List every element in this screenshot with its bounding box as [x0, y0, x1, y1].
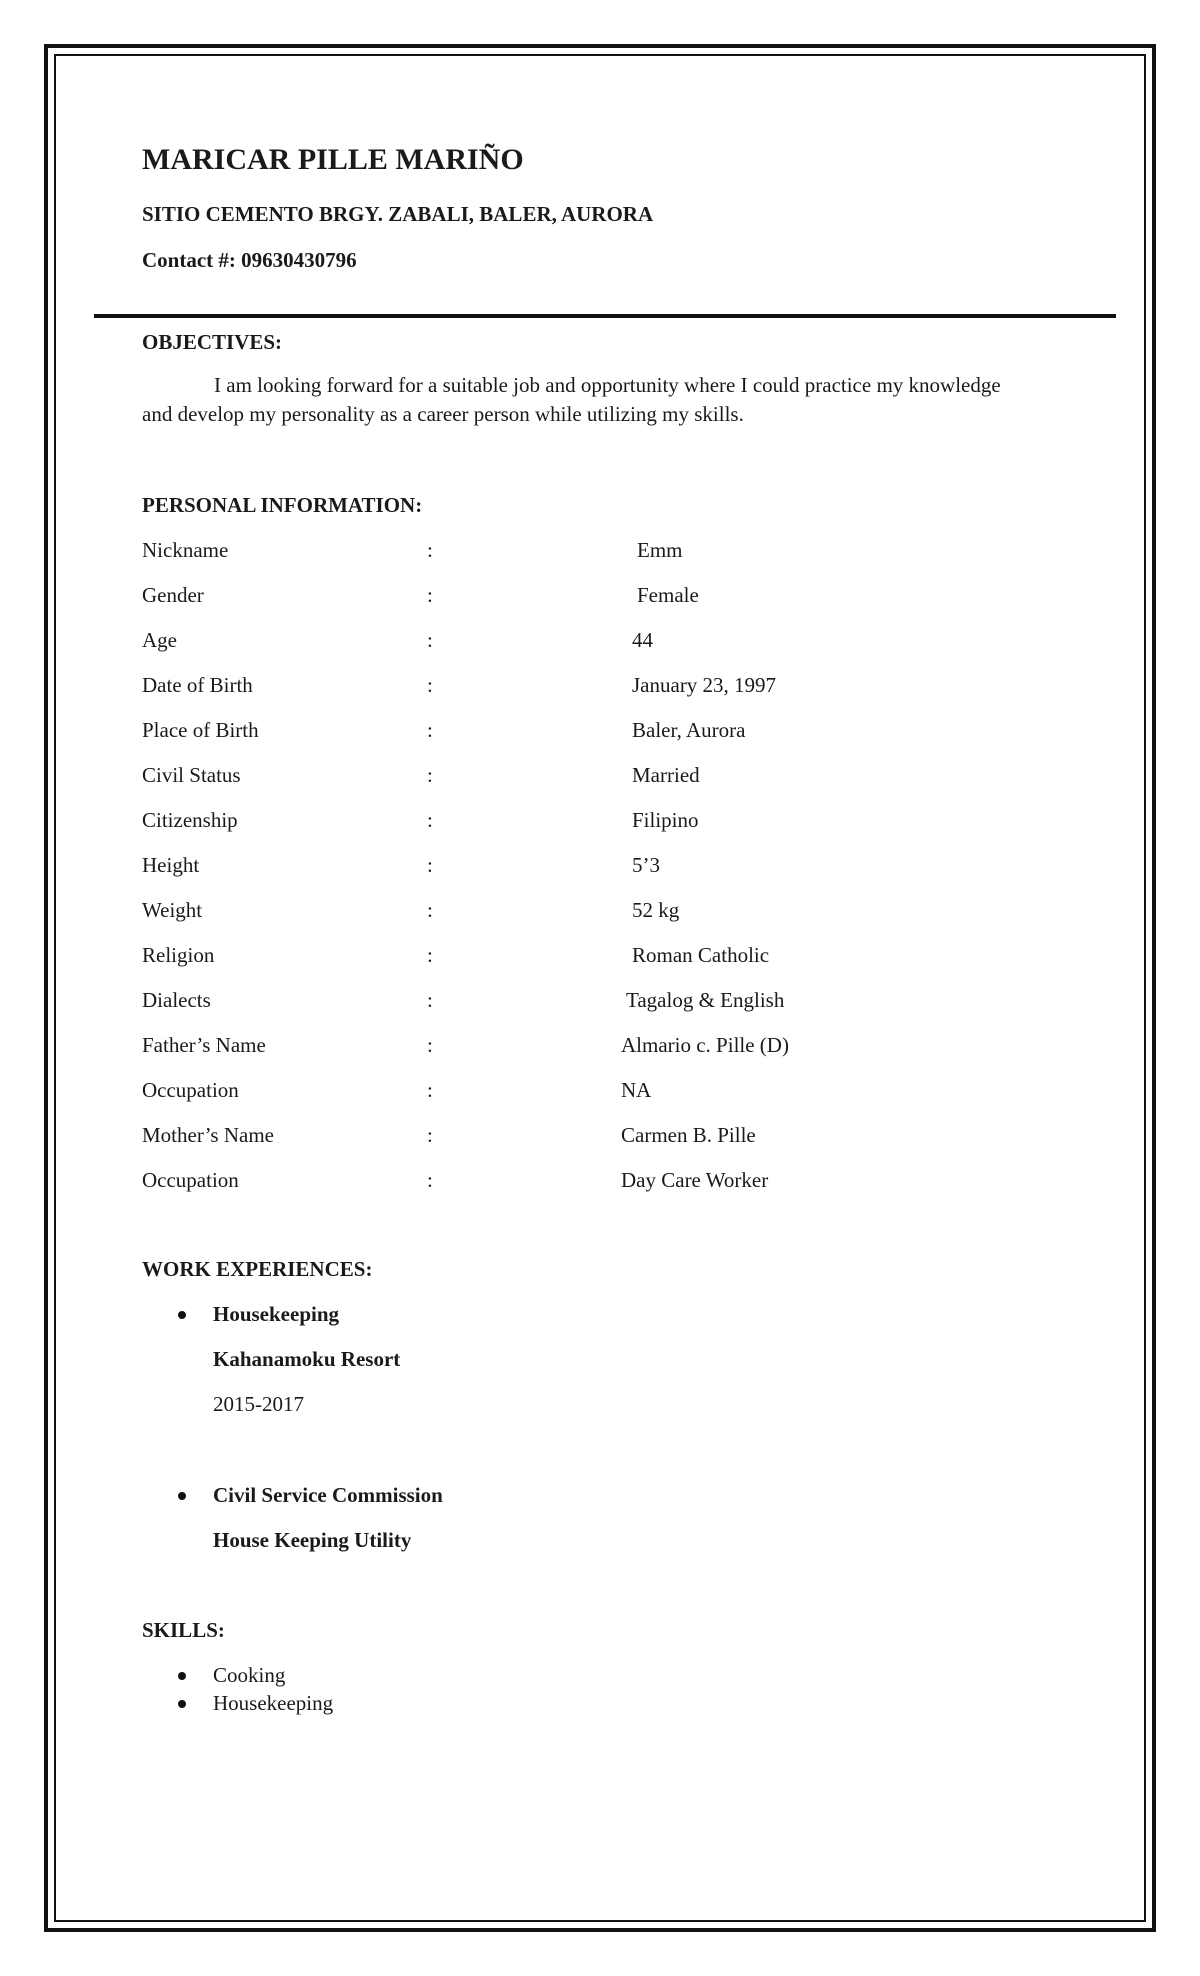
info-row-weight [142, 896, 1102, 941]
bullet-icon [178, 1492, 186, 1500]
info-colon: : [427, 583, 433, 607]
work-title: Civil Service Commission [213, 1483, 443, 1507]
info-value: Filipino [632, 808, 699, 832]
info-value: Married [632, 763, 700, 787]
personal-info-section [142, 491, 1102, 1211]
info-value: Tagalog & English [626, 988, 785, 1012]
info-row-nickname [142, 536, 1102, 581]
info-colon: : [427, 1123, 433, 1147]
info-colon: : [427, 1168, 433, 1192]
info-colon: : [427, 988, 433, 1012]
info-label: Dialects [142, 988, 211, 1012]
info-colon: : [427, 943, 433, 967]
info-row-mother-occupation [142, 1166, 1102, 1211]
info-label: Citizenship [142, 808, 238, 832]
work-employer: House Keeping Utility [213, 1528, 412, 1552]
bullet-icon [178, 1700, 186, 1708]
personal-info-heading: PERSONAL INFORMATION: [142, 493, 423, 517]
work-section [142, 1255, 1102, 1554]
skill-item [142, 1661, 1102, 1689]
info-row-place-of-birth [142, 716, 1102, 761]
info-value: 44 [632, 628, 653, 652]
info-label: Height [142, 853, 200, 877]
info-row-gender [142, 581, 1102, 626]
info-value: 52 kg [632, 898, 680, 922]
info-label: Occupation [142, 1078, 239, 1102]
info-value: NA [621, 1078, 652, 1102]
skill-item [142, 1689, 1102, 1717]
applicant-name: MARICAR PILLE MARIÑO [142, 143, 524, 176]
info-row-citizenship [142, 806, 1102, 851]
work-employer: Kahanamoku Resort [213, 1347, 401, 1371]
info-value: Emm [637, 538, 683, 562]
info-colon: : [427, 898, 433, 922]
info-row-age [142, 626, 1102, 671]
info-row-height [142, 851, 1102, 896]
info-label: Age [142, 628, 177, 652]
skill-label: Cooking [213, 1663, 286, 1687]
info-label: Father’s Name [142, 1033, 266, 1057]
skills-heading: SKILLS: [142, 1618, 225, 1642]
info-label: Civil Status [142, 763, 241, 787]
applicant-address: SITIO CEMENTO BRGY. ZABALI, BALER, AURORA [142, 202, 654, 226]
info-colon: : [427, 1078, 433, 1102]
work-item [142, 1481, 1102, 1554]
info-value: Roman Catholic [632, 943, 770, 967]
objectives-heading: OBJECTIVES: [142, 330, 283, 354]
info-value: 5’3 [632, 853, 660, 877]
info-value: January 23, 1997 [632, 673, 777, 697]
bullet-icon [178, 1672, 186, 1680]
info-label: Gender [142, 583, 204, 607]
info-value: Baler, Aurora [632, 718, 746, 742]
info-row-fathers-name [142, 1031, 1102, 1076]
info-row-civil-status [142, 761, 1102, 806]
info-row-date-of-birth [142, 671, 1102, 716]
info-label: Place of Birth [142, 718, 259, 742]
objectives-text: I am looking forward for a suitable job and opportunity where I could practice my knowledge and develop my personality as a career person while utilizing my skills. [142, 373, 1001, 426]
work-item [142, 1300, 1102, 1418]
objectives-section [142, 328, 1102, 429]
info-colon: : [427, 808, 433, 832]
info-colon: : [427, 763, 433, 787]
info-label: Date of Birth [142, 673, 253, 697]
info-label: Weight [142, 898, 203, 922]
info-label: Mother’s Name [142, 1123, 274, 1147]
info-label: Religion [142, 943, 215, 967]
info-value: Female [637, 583, 699, 607]
info-colon: : [427, 853, 433, 877]
info-colon: : [427, 673, 433, 697]
resume-header [142, 140, 1102, 274]
bullet-icon [178, 1311, 186, 1319]
info-value: Almario c. Pille (D) [621, 1033, 789, 1057]
info-label: Occupation [142, 1168, 239, 1192]
work-heading: WORK EXPERIENCES: [142, 1257, 373, 1281]
info-value: Carmen B. Pille [621, 1123, 756, 1147]
info-row-religion [142, 941, 1102, 986]
resume-content [142, 140, 1102, 1717]
info-colon: : [427, 538, 433, 562]
info-label: Nickname [142, 538, 229, 562]
info-row-dialects [142, 986, 1102, 1031]
info-value: Day Care Worker [621, 1168, 769, 1192]
applicant-contact: Contact #: 09630430796 [142, 248, 357, 272]
work-years: 2015-2017 [213, 1392, 304, 1416]
info-colon: : [427, 718, 433, 742]
info-colon: : [427, 628, 433, 652]
info-colon: : [427, 1033, 433, 1057]
skill-label: Housekeeping [213, 1691, 334, 1715]
work-title: Housekeeping [213, 1302, 340, 1326]
info-row-father-occupation [142, 1076, 1102, 1121]
info-row-mothers-name [142, 1121, 1102, 1166]
skills-section [142, 1616, 1102, 1717]
